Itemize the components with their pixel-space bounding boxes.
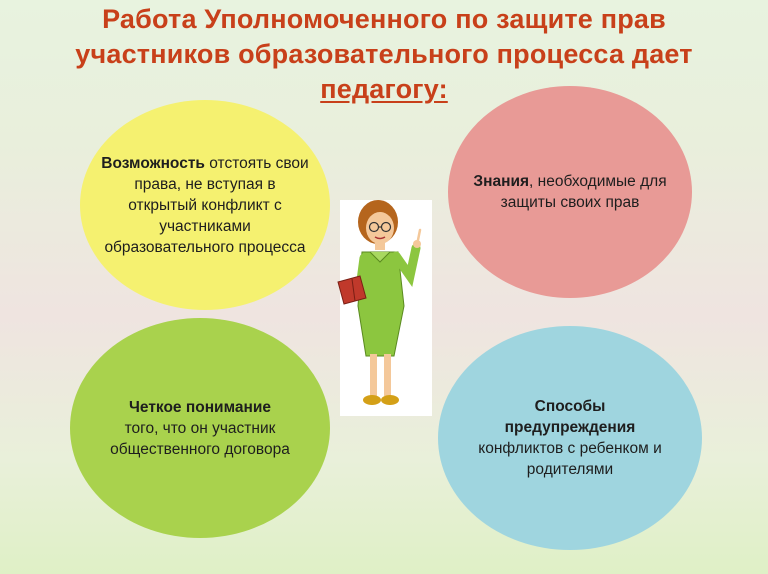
title-line-1: Работа Уполномоченного по защите прав (102, 4, 666, 34)
benefit-understanding-text: того, что он участник общественного договора (110, 419, 290, 458)
title-line-3: педагогу: (320, 74, 448, 104)
benefit-circle-opportunity (80, 100, 330, 310)
benefit-opportunity-text: отстоять свои права, не вступая в открытый конфликт с участниками образовательного процесса (104, 154, 309, 256)
slide-title (0, 2, 768, 107)
title-line-2: участников образовательного процесса дает (75, 39, 693, 69)
benefit-prevention-bold: Способы предупреждения (504, 398, 636, 436)
benefit-opportunity-bold: Возможность (101, 154, 205, 172)
benefit-circle-knowledge (448, 86, 692, 298)
benefit-circle-prevention (438, 326, 702, 550)
benefit-knowledge-bold: Знания (473, 173, 530, 190)
benefit-prevention-text: конфликтов с ребенком и родителями (478, 440, 662, 478)
benefit-understanding-bold: Четкое понимание (129, 398, 271, 416)
teacher-with-book-icon (330, 196, 440, 414)
benefit-knowledge-text: , необходимые для защиты своих прав (500, 173, 667, 211)
benefit-circle-understanding (70, 318, 330, 538)
